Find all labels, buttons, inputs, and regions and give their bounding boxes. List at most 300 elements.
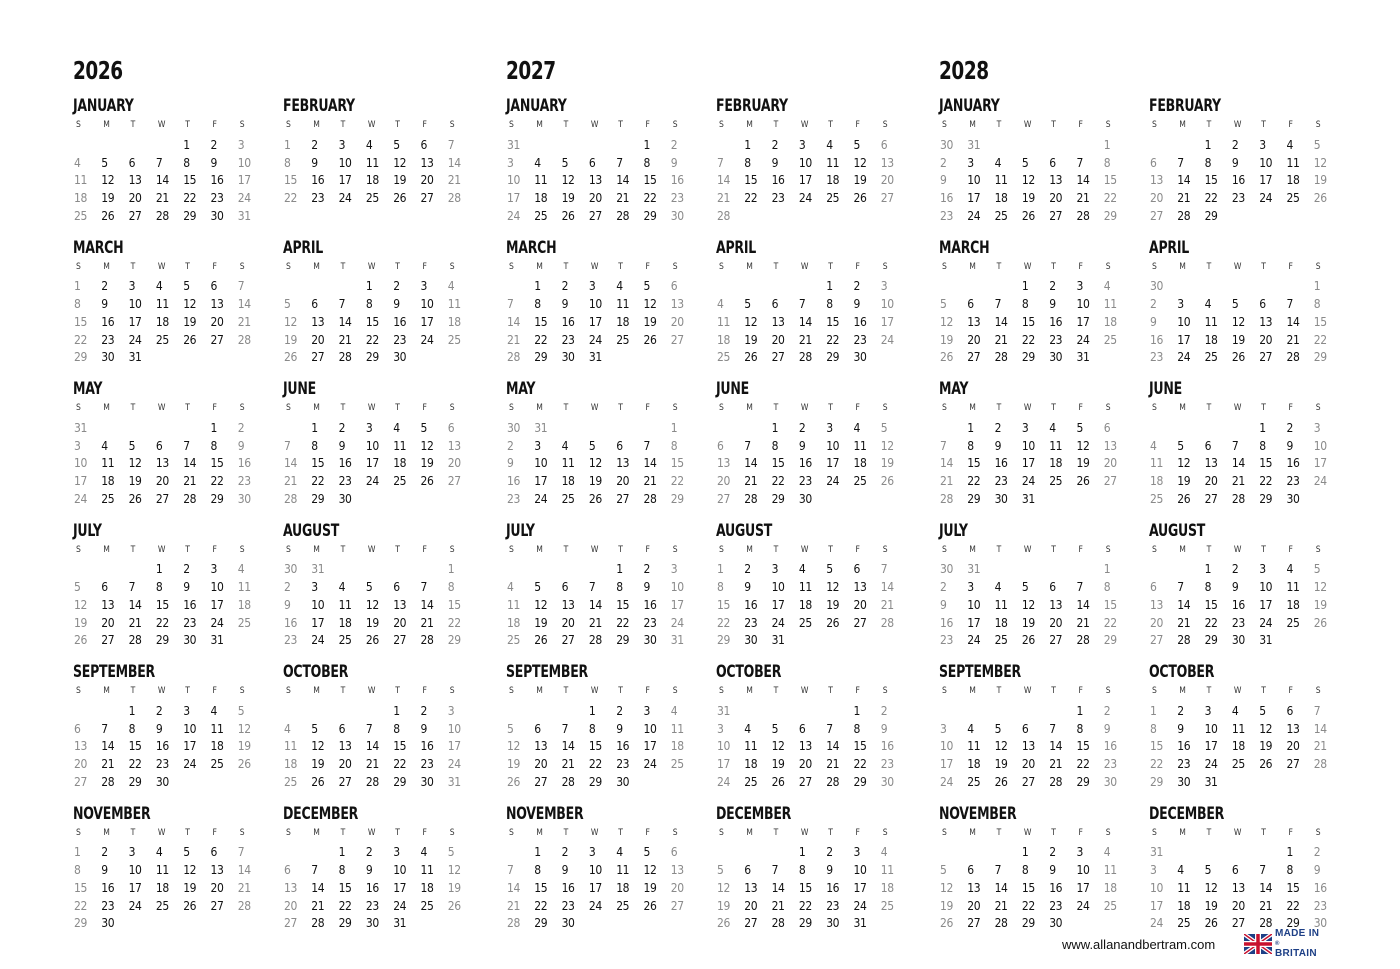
day-cell: 2	[420, 703, 427, 718]
day-cell: 5	[183, 845, 190, 860]
day-cell: 8	[1150, 721, 1157, 736]
weekday-label: S	[76, 544, 81, 555]
weekday-label: T	[618, 261, 623, 272]
day-cell: 11	[338, 597, 352, 612]
day-cell: 8	[1021, 297, 1029, 312]
day-cell: 26	[643, 898, 657, 913]
day-cell	[338, 562, 365, 580]
weekday-label: S	[672, 261, 678, 272]
day-cell: 9	[210, 155, 217, 170]
day-cell: 14	[338, 314, 352, 329]
day-cell: 17	[447, 739, 461, 754]
day-cell	[642, 350, 669, 368]
weekday-label: S	[882, 261, 888, 272]
day-cell: 7	[507, 863, 514, 878]
day-cell: 8	[744, 155, 751, 170]
day-cell: 12	[940, 314, 953, 329]
day-cell: 27	[1259, 350, 1273, 365]
day-cell: 15	[826, 314, 840, 329]
day-cell: 31	[1021, 491, 1035, 506]
day-cell: 11	[880, 863, 894, 878]
weekday-label: S	[719, 686, 724, 696]
day-cell	[283, 279, 310, 297]
day-cell: 18	[284, 757, 297, 772]
day-cell: 2	[393, 279, 400, 294]
weekday-label: F	[1078, 827, 1083, 838]
day-cell	[419, 916, 446, 934]
day-cell: 11	[967, 739, 981, 754]
weekday-label: W	[1233, 120, 1242, 130]
day-cell: 26	[101, 208, 115, 223]
weekday-label: S	[882, 120, 888, 130]
day-cell: 7	[880, 562, 888, 577]
day-cell: 25	[1177, 916, 1191, 931]
day-cell: 19	[284, 332, 297, 347]
month-name: SEPTEMBER	[73, 662, 155, 682]
day-cell: 15	[311, 456, 325, 471]
weekday-label: M	[1179, 827, 1186, 838]
day-cell: 18	[1286, 597, 1300, 612]
day-cell: 31	[128, 350, 142, 365]
day-cell: 1	[643, 137, 650, 152]
day-cell	[533, 562, 560, 580]
day-cell: 4	[717, 297, 724, 312]
day-cell: 27	[1150, 633, 1163, 648]
day-cell: 5	[1313, 562, 1321, 577]
day-cell: 30	[101, 916, 115, 931]
month-name: JUNE	[283, 379, 316, 399]
day-cell: 13	[853, 580, 867, 595]
day-cell: 20	[1204, 474, 1218, 489]
month-grid	[1149, 545, 1349, 652]
day-cell: 4	[1286, 137, 1293, 152]
weekday-label: W	[367, 827, 376, 838]
day-cell: 26	[1313, 191, 1327, 206]
day-cell: 24	[534, 491, 548, 506]
weekday-label: W	[590, 544, 599, 555]
day-cell: 9	[561, 863, 569, 878]
weekday-label: T	[395, 827, 400, 838]
day-cell: 19	[365, 615, 379, 630]
weekday-label: T	[563, 544, 569, 555]
day-cell: 24	[880, 332, 894, 347]
weekday-label: F	[1288, 686, 1293, 696]
day-cell: 5	[74, 580, 81, 595]
day-cell: 10	[967, 173, 981, 188]
day-cell: 22	[74, 332, 87, 347]
day-cell: 10	[940, 739, 953, 754]
weekday-label: T	[395, 403, 400, 413]
day-cell: 19	[1204, 898, 1218, 913]
day-cell: 23	[1177, 757, 1191, 772]
day-cell: 6	[210, 279, 217, 294]
day-cell: 23	[880, 757, 894, 772]
day-cell: 20	[447, 456, 461, 471]
weekday-label: W	[157, 544, 166, 555]
day-cell: 4	[670, 703, 678, 718]
day-cell: 25	[155, 332, 169, 347]
day-cell	[506, 704, 533, 722]
day-cell: 18	[1286, 173, 1300, 188]
day-cell: 26	[826, 615, 840, 630]
day-cell: 29	[588, 774, 602, 789]
month-november	[73, 804, 273, 944]
day-cell: 27	[1231, 916, 1245, 931]
day-cell	[1176, 138, 1203, 156]
day-cell: 20	[101, 615, 115, 630]
day-cell: 26	[643, 332, 657, 347]
day-cell: 12	[940, 880, 953, 895]
day-cell: 13	[1049, 173, 1063, 188]
day-cell: 8	[155, 580, 163, 595]
day-cell: 12	[744, 314, 758, 329]
day-cell: 22	[744, 191, 758, 206]
made-in-britain-badge	[1244, 928, 1334, 959]
day-cell: 28	[798, 350, 812, 365]
day-cell: 18	[393, 456, 407, 471]
day-cell	[1231, 279, 1258, 297]
month-name: JULY	[506, 520, 535, 541]
day-cell: 13	[155, 456, 169, 471]
day-cell: 16	[237, 456, 251, 471]
day-cell: 9	[338, 438, 346, 453]
day-cell: 15	[183, 173, 197, 188]
day-cell: 18	[507, 615, 520, 630]
day-cell: 6	[1150, 580, 1157, 595]
day-cell: 10	[74, 456, 87, 471]
day-cell: 13	[1286, 721, 1300, 736]
month-may	[939, 379, 1139, 519]
day-cell: 12	[853, 155, 867, 170]
day-cell	[365, 492, 392, 510]
day-cell: 2	[880, 703, 888, 718]
day-cell: 11	[393, 438, 407, 453]
weekday-label: T	[395, 261, 400, 272]
weekday-label: T	[996, 686, 1002, 696]
day-cell: 14	[365, 739, 379, 754]
day-cell: 17	[1259, 173, 1273, 188]
day-cell: 18	[155, 314, 169, 329]
month-grid	[716, 403, 916, 510]
day-cell: 1	[1313, 279, 1321, 294]
day-cell: 17	[338, 173, 352, 188]
day-cell	[1258, 775, 1285, 793]
day-cell: 13	[393, 597, 407, 612]
weekday-label: T	[563, 120, 569, 130]
day-cell: 20	[1231, 898, 1245, 913]
day-cell: 21	[561, 757, 575, 772]
day-cell: 28	[1313, 757, 1327, 772]
day-cell	[743, 421, 770, 439]
day-cell	[1285, 775, 1312, 793]
day-cell: 16	[1049, 314, 1063, 329]
day-cell: 3	[210, 562, 217, 577]
day-cell: 18	[447, 314, 461, 329]
day-cell: 29	[1103, 633, 1117, 648]
weekday-label: W	[1233, 827, 1242, 838]
day-cell: 16	[940, 191, 953, 206]
day-cell: 6	[284, 863, 291, 878]
day-cell: 18	[365, 173, 379, 188]
day-cell	[237, 633, 264, 651]
weekday-label: S	[672, 827, 678, 838]
day-cell: 9	[643, 580, 650, 595]
day-cell: 16	[1313, 880, 1327, 895]
day-cell: 28	[338, 350, 352, 365]
weekday-label: M	[536, 544, 543, 555]
weekday-label: F	[212, 261, 217, 272]
weekday-label: T	[395, 686, 400, 696]
day-cell: 19	[393, 173, 407, 188]
day-cell	[1204, 845, 1231, 863]
month-grid	[716, 545, 916, 652]
day-cell: 9	[155, 721, 163, 736]
day-cell: 20	[284, 898, 297, 913]
day-cell: 4	[1103, 845, 1111, 860]
day-cell: 4	[1049, 420, 1056, 435]
day-cell: 28	[237, 332, 251, 347]
day-cell: 22	[643, 191, 657, 206]
day-cell: 15	[1259, 456, 1273, 471]
day-cell: 21	[1177, 615, 1191, 630]
day-cell: 23	[338, 474, 352, 489]
month-name: FEBRUARY	[716, 96, 788, 116]
day-cell: 6	[74, 721, 81, 736]
day-cell: 17	[670, 597, 684, 612]
day-cell: 18	[1150, 474, 1163, 489]
day-cell: 23	[940, 208, 953, 223]
day-cell: 25	[798, 615, 812, 630]
day-cell: 23	[311, 191, 325, 206]
day-cell: 12	[1204, 880, 1218, 895]
day-cell: 29	[1021, 350, 1035, 365]
weekday-label: W	[367, 120, 376, 130]
day-cell: 29	[365, 350, 379, 365]
day-cell: 16	[1049, 880, 1063, 895]
day-cell: 29	[1313, 350, 1327, 365]
weekday-label: M	[313, 827, 320, 838]
weekday-label: T	[828, 544, 833, 555]
day-cell: 12	[74, 597, 87, 612]
day-cell: 3	[826, 420, 833, 435]
day-cell: 19	[1231, 332, 1245, 347]
day-cell: 25	[1231, 757, 1245, 772]
weekday-label: S	[76, 261, 81, 272]
day-cell: 21	[1177, 191, 1191, 206]
day-cell: 26	[311, 774, 325, 789]
month-june	[1149, 379, 1349, 519]
website-url[interactable]: www.allanandbertram.com	[1062, 937, 1216, 952]
day-cell: 13	[616, 456, 630, 471]
day-cell: 29	[717, 633, 730, 648]
day-cell: 3	[853, 845, 860, 860]
month-december	[283, 804, 483, 944]
day-cell: 23	[1049, 898, 1063, 913]
day-cell: 4	[1204, 297, 1212, 312]
day-cell: 25	[670, 757, 684, 772]
month-grid	[939, 120, 1139, 227]
day-cell: 22	[311, 474, 325, 489]
weekday-label: T	[618, 120, 623, 130]
day-cell: 9	[826, 863, 833, 878]
day-cell: 17	[1204, 739, 1218, 754]
month-name: APRIL	[716, 237, 756, 258]
day-cell	[825, 492, 852, 510]
registered-mark: ®	[1275, 941, 1280, 947]
month-name: MAY	[939, 379, 969, 399]
day-cell	[506, 562, 533, 580]
day-cell: 22	[1021, 332, 1035, 347]
day-cell: 7	[1259, 863, 1266, 878]
day-cell: 18	[967, 757, 981, 772]
day-cell: 11	[534, 173, 548, 188]
day-cell: 19	[940, 332, 953, 347]
day-cell: 29	[155, 633, 169, 648]
weekday-label: T	[340, 686, 346, 696]
weekday-label: S	[882, 403, 888, 413]
weekday-label: F	[212, 827, 217, 838]
day-cell: 24	[588, 332, 602, 347]
day-cell: 18	[338, 615, 352, 630]
day-cell: 25	[284, 774, 297, 789]
day-cell: 25	[1150, 491, 1163, 506]
day-cell: 9	[284, 597, 291, 612]
day-cell: 6	[1103, 420, 1111, 435]
day-cell: 30	[338, 491, 352, 506]
day-cell: 10	[507, 173, 520, 188]
day-cell: 3	[717, 721, 724, 736]
day-cell: 20	[1150, 615, 1163, 630]
day-cell: 26	[447, 898, 461, 913]
day-cell: 2	[994, 420, 1002, 435]
day-cell: 14	[561, 739, 575, 754]
day-cell: 30	[1177, 774, 1191, 789]
day-cell: 24	[967, 208, 981, 223]
day-cell: 6	[771, 297, 779, 312]
day-cell: 3	[588, 845, 596, 860]
day-cell: 7	[561, 721, 569, 736]
day-cell: 26	[994, 774, 1008, 789]
month-grid	[716, 120, 916, 227]
day-cell: 8	[534, 297, 541, 312]
day-cell	[1103, 492, 1130, 510]
month-december	[1149, 804, 1349, 944]
day-cell: 12	[1259, 721, 1273, 736]
weekday-label: F	[645, 686, 650, 696]
day-cell	[588, 562, 615, 580]
day-cell: 12	[1177, 456, 1191, 471]
day-cell: 7	[643, 438, 650, 453]
day-cell: 9	[1049, 297, 1056, 312]
day-cell: 19	[128, 474, 142, 489]
day-cell: 20	[670, 880, 684, 895]
day-cell: 25	[826, 191, 840, 206]
day-cell: 26	[588, 491, 602, 506]
weekday-label: S	[882, 827, 888, 838]
day-cell: 31	[1076, 350, 1090, 365]
day-cell	[939, 704, 966, 722]
day-cell: 4	[967, 721, 974, 736]
day-cell: 12	[365, 597, 379, 612]
day-cell: 19	[1076, 456, 1090, 471]
day-cell	[1021, 138, 1048, 156]
day-cell: 29	[183, 208, 197, 223]
day-cell: 31	[507, 137, 520, 152]
month-grid	[506, 545, 706, 652]
day-cell: 1	[826, 279, 833, 294]
weekday-label: F	[1288, 120, 1293, 130]
day-cell: 27	[771, 350, 785, 365]
day-cell: 23	[1313, 898, 1327, 913]
day-cell: 12	[101, 173, 115, 188]
day-cell: 20	[311, 332, 325, 347]
weekday-label: T	[1051, 544, 1056, 555]
day-cell: 13	[101, 597, 115, 612]
day-cell: 5	[237, 703, 245, 718]
day-cell	[1258, 209, 1285, 227]
day-cell: 13	[670, 297, 684, 312]
day-cell: 13	[210, 297, 224, 312]
day-cell: 28	[1286, 350, 1300, 365]
day-cell: 20	[1049, 191, 1063, 206]
day-cell: 20	[616, 474, 630, 489]
day-cell: 13	[74, 739, 87, 754]
day-cell: 21	[994, 898, 1008, 913]
day-cell: 28	[771, 916, 785, 931]
day-cell: 30	[940, 562, 953, 577]
day-cell: 27	[561, 633, 575, 648]
day-cell: 4	[561, 438, 569, 453]
day-cell: 10	[1204, 721, 1218, 736]
day-cell: 7	[507, 297, 514, 312]
day-cell	[392, 562, 419, 580]
day-cell: 31	[967, 562, 981, 577]
day-cell: 21	[311, 898, 325, 913]
weekday-label: M	[969, 827, 976, 838]
day-cell: 17	[771, 597, 785, 612]
day-cell: 18	[616, 880, 630, 895]
day-cell: 27	[967, 916, 981, 931]
day-cell: 5	[447, 845, 455, 860]
day-cell: 12	[284, 314, 297, 329]
day-cell: 26	[393, 191, 407, 206]
day-cell: 6	[311, 297, 318, 312]
day-cell: 7	[155, 155, 163, 170]
day-cell	[561, 421, 588, 439]
day-cell: 8	[771, 438, 779, 453]
day-cell	[798, 279, 825, 297]
weekday-label: T	[618, 686, 623, 696]
weekday-label: W	[590, 261, 599, 272]
weekday-label: T	[1206, 403, 1212, 413]
day-cell: 16	[561, 314, 575, 329]
day-cell: 13	[717, 456, 730, 471]
day-cell: 16	[744, 597, 758, 612]
day-cell: 15	[1150, 739, 1163, 754]
day-cell: 22	[826, 332, 840, 347]
day-cell: 10	[1313, 438, 1327, 453]
day-cell: 2	[284, 580, 291, 595]
day-cell	[182, 421, 209, 439]
weekday-label: F	[422, 686, 427, 696]
day-cell: 17	[853, 880, 867, 895]
day-cell: 1	[798, 845, 806, 860]
day-cell: 22	[210, 474, 224, 489]
day-cell: 27	[744, 916, 758, 931]
day-cell	[994, 562, 1021, 580]
day-cell: 2	[237, 420, 245, 435]
weekday-label: T	[130, 120, 136, 130]
